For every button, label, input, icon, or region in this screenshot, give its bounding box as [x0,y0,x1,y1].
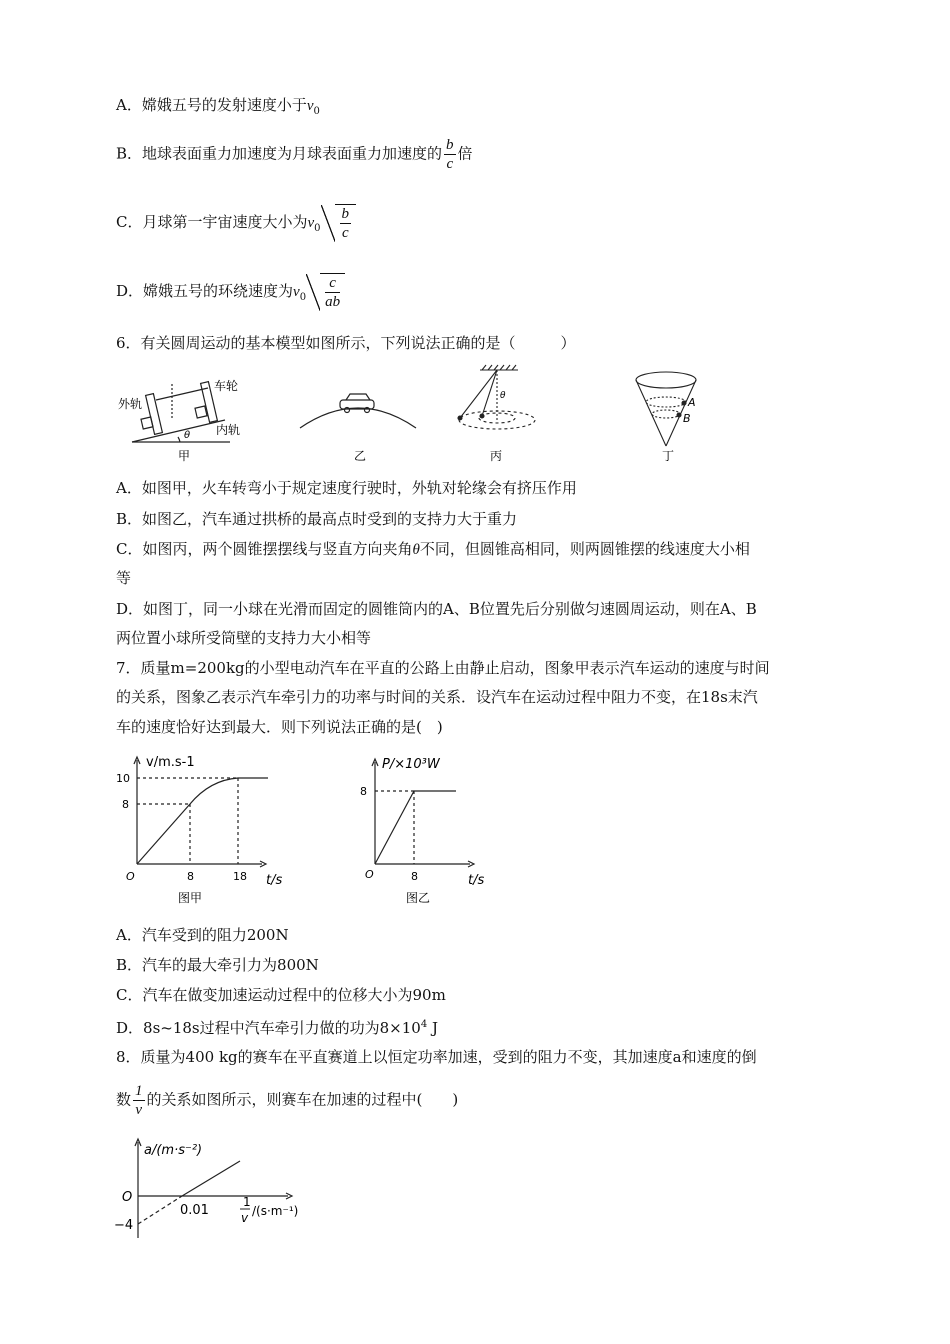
q5-option-a-sub: 0 [313,106,320,117]
q5-option-b-fraction [444,136,456,173]
ding-rim [636,372,696,388]
ding-ball-b [677,413,681,417]
jia-inner-rail-label: 内轨 [216,423,241,437]
q7-option-a: A．汽车受到的阻力200N [116,926,289,944]
q8-ylabel: a/(m·s⁻²) [144,1143,203,1158]
q6-option-a: A．如图甲，火车转弯小于规定速度行驶时，外轨对轮缘会有挤压作用 [116,479,577,497]
q5-option-a-text: A．嫦娥五号的发射速度小于 [116,96,307,114]
ding-side-right [666,380,696,446]
q5-option-a [116,94,320,123]
q8-x-intercept: 0.01 [180,1203,209,1218]
q7-graphs [110,750,510,910]
q8-xlabel-unit: /(s·m⁻¹) [252,1204,299,1218]
figure-bing [458,365,535,429]
q6-option-b: B．如图乙，汽车通过拱桥的最高点时受到的支持力大于重力 [116,510,518,528]
q5-option-b-num: b [446,137,454,153]
figure-ding [636,372,696,446]
figure-yi [300,394,416,428]
q5-option-d-sqrt [320,273,345,311]
jia-wheel-label: 车轮 [214,379,239,393]
q5-option-c-den: c [341,225,349,241]
jia-xtick-18: 18 [233,870,247,883]
yi-ytick-8: 8 [360,785,367,798]
jia-caption: 甲 [178,449,191,463]
q5-option-d-fraction [325,274,340,311]
q5-option-b-suffix: 倍 [457,144,473,163]
yi-xlabel: t/s [468,873,485,888]
bing-caption: 丙 [490,449,503,463]
jia-origin: O [126,870,135,883]
q6-option-c-line1 [116,538,750,561]
q8-line2 [116,1082,458,1119]
q8-graph [110,1134,330,1244]
yi-ylabel: P/×10³W [382,757,440,772]
q5-option-d-sub: 0 [299,292,307,303]
bing-string-2 [482,370,497,416]
q7-line3: 车的速度恰好达到最大．则下列说法正确的是( ) [116,718,443,736]
q8-dashed-extension [138,1196,182,1224]
graph-jia [134,757,268,867]
q8-line2-text-a: 数 [116,1090,132,1109]
jia-inner-rail-block [195,406,207,418]
q6-option-d-line2: 两位置小球所受筒壁的支持力大小相等 [116,629,372,647]
q7-option-b: B．汽车的最大牵引力为800N [116,956,319,974]
q5-option-d-num: c [325,274,340,293]
ding-ball-a [682,401,686,405]
q6-option-c-theta: θ [412,542,420,558]
q8-origin: O [122,1190,133,1205]
q5-option-c-num: b [341,206,350,222]
q8-xlabel-den: v [241,1211,249,1225]
q8-frac-den: v [135,1102,143,1118]
q5-option-d-den: ab [325,294,341,310]
q7-option-d-text: D．8s~18s过程中汽车牵引力做的功为8×10 [116,1019,421,1037]
q5-option-d-var: v [293,284,300,300]
bing-bob-2 [480,414,484,418]
bing-theta-label: θ [500,391,506,401]
q5-option-c-fraction [340,205,352,242]
ding-side-left [636,380,666,446]
jia-ylabel: v/m.s-1 [146,755,195,770]
q5-option-c-sqrt [335,204,357,242]
yi-origin: O [365,868,374,881]
q8-frac-num: 1 [135,1083,143,1099]
yi-bridge [300,408,416,428]
jia-theta-label: θ [184,430,191,441]
q6-option-d-line1: D．如图丁，同一小球在光滑而固定的圆锥筒内的A、B位置先后分别做匀速圆周运动，则在A、B [116,600,757,618]
q5-option-c-sub: 0 [314,223,321,234]
q5-option-b-den: c [446,156,454,172]
jia-axle [156,388,208,400]
jia-line-segment [137,804,190,864]
jia-angle-arc [178,437,180,442]
q8-line2-text-b: 的关系如图所示，则赛车在加速的过程中( ) [146,1090,459,1109]
q7-option-d-exp: 4 [420,1019,428,1030]
ding-orbit-a [646,397,686,407]
yi-xtick-8: 8 [411,870,418,883]
ding-label-a: A [688,396,696,409]
q8-y-intercept: −4 [114,1218,134,1233]
q6-option-c-line2: 等 [116,569,132,587]
jia-ytick-10: 10 [116,772,130,785]
q5-option-d [116,273,345,311]
q7-line1: 7．质量m=200kg的小型电动汽车在平直的公路上由静止启动，图象甲表示汽车运动的速度与时间 [116,659,770,677]
jia-xlabel: t/s [266,873,283,888]
jia-xtick-8: 8 [187,870,194,883]
ding-label-b: B [683,412,691,425]
bing-bob-1 [458,416,462,420]
jia-ytick-8: 8 [122,798,129,811]
q7-option-d [116,1014,438,1039]
q5-option-d-text: D．嫦娥五号的环绕速度为 [116,282,294,300]
q6-stem: 6．有关圆周运动的基本模型如图所示，下列说法正确的是（ ） [116,334,576,352]
yi-ramp [375,791,414,864]
q7-option-c: C．汽车在做变加速运动过程中的位移大小为90m [116,986,446,1004]
yi-car-roof [346,394,370,400]
q7-line2: 的关系，图象乙表示汽车牵引力的功率与时间的关系．设汽车在运动过程中阻力不变，在18s末汽 [116,688,758,706]
q5-option-b [116,136,473,173]
q6-option-c-text-b: 不同，但圆锥高相同，则两圆锥摆的线速度大小相 [419,540,750,558]
ding-caption: 丁 [662,449,675,463]
q8-xlabel-num: 1 [243,1195,251,1209]
jia-curve-segment [190,778,238,804]
jia-caption: 图甲 [178,891,203,905]
q5-option-c [116,204,356,242]
yi-caption: 图乙 [406,891,431,905]
q8-graph-line [182,1161,240,1196]
q7-option-d-unit: J [427,1019,438,1037]
graph-yi [372,759,474,867]
yi-caption: 乙 [354,449,367,463]
q5-option-b-text: B．地球表面重力加速度为月球表面重力加速度的 [116,144,443,163]
q8-fraction [133,1082,145,1119]
q5-option-c-text: C．月球第一宇宙速度大小为 [116,213,308,231]
q5-option-c-var: v [307,215,315,231]
jia-outer-rail-block [141,417,153,429]
jia-outer-rail-label: 外轨 [118,397,143,411]
q5-option-a-var: v [306,98,314,114]
ding-orbit-b [652,410,680,418]
q8-line1: 8．质量为400 kg的赛车在平直赛道上以恒定功率加速，受到的阻力不变，其加速度a和速度的倒 [116,1048,757,1066]
q6-option-c-text-a: C．如图丙，两个圆锥摆摆线与竖直方向夹角 [116,540,413,558]
q6-figure [110,364,730,464]
